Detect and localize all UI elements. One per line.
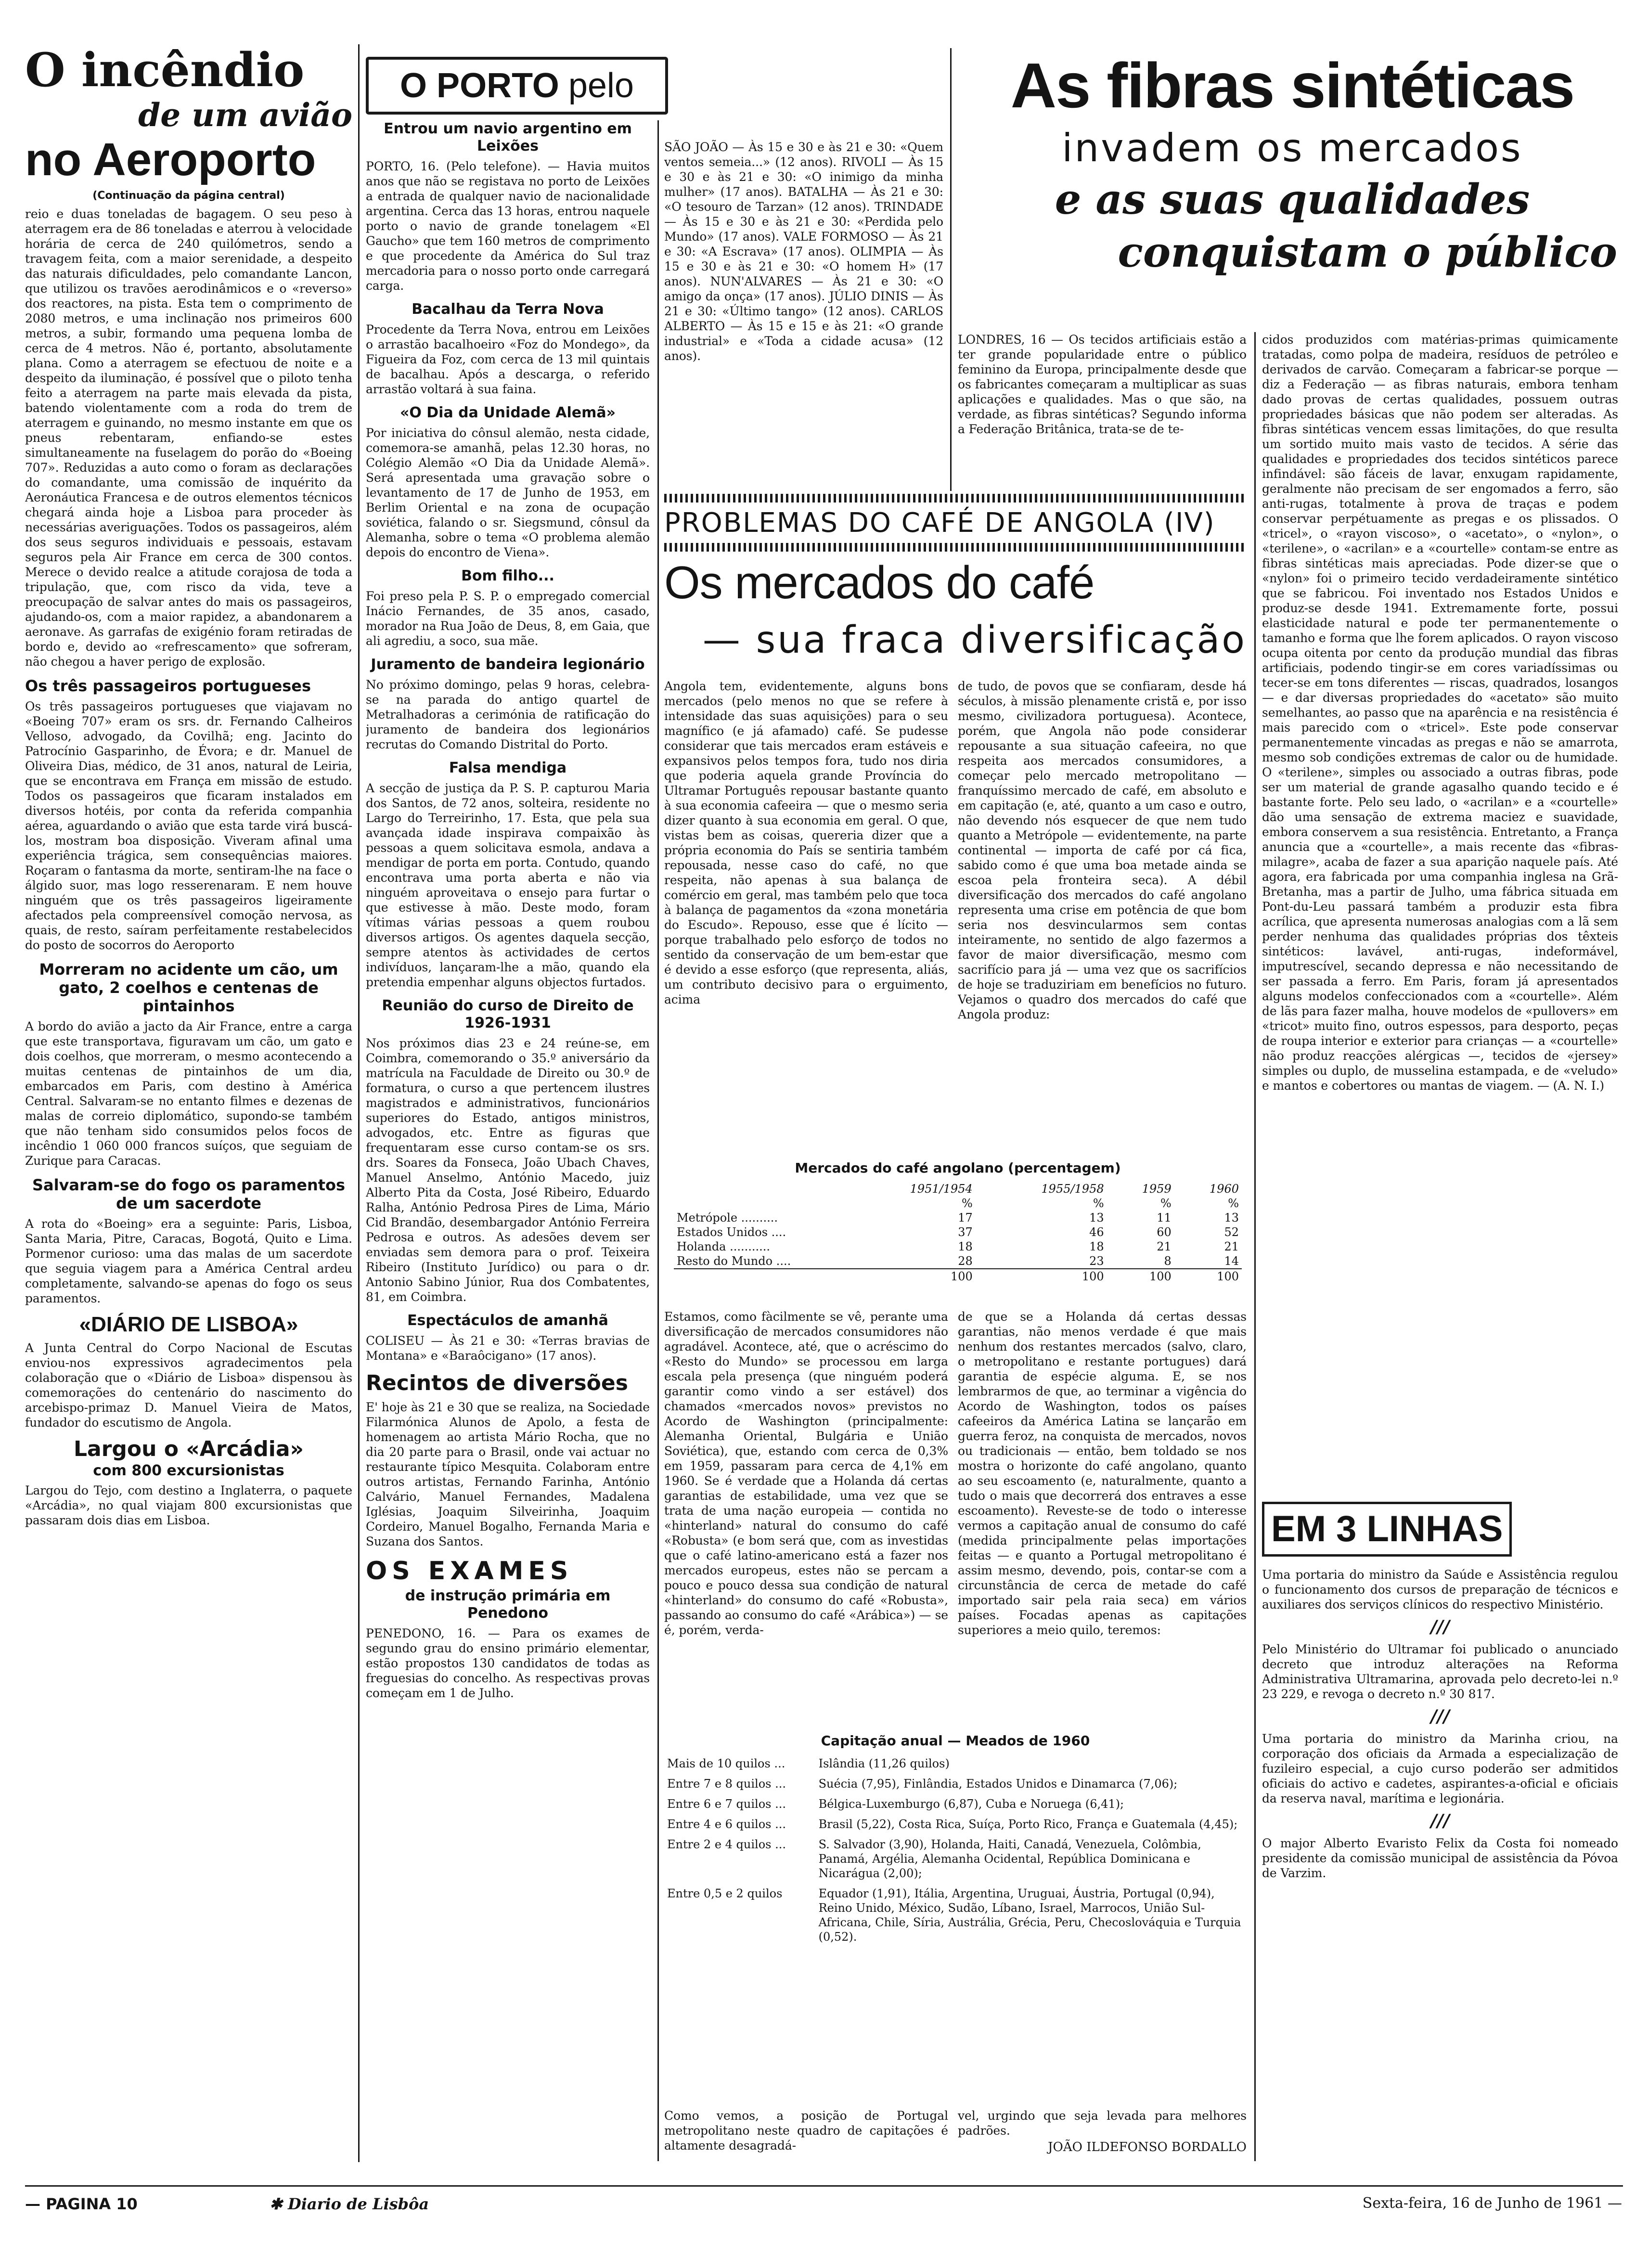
table-cell [674, 1269, 844, 1284]
table-cell: % [962, 1197, 973, 1210]
porto-s4-title: Bom filho... [461, 567, 554, 584]
porto-s2-title: Bacalhau da Terra Nova [412, 301, 604, 318]
table-cell: Resto do Mundo .... [677, 1254, 791, 1268]
porto-s3-body: Por iniciativa do cônsul alemão, nesta cidade, comemora-se amanhã, pelas 12.30 horas, no Colégio Alemão «O Dia da Unidade Alemã». Será apresentada uma gravação sobre o levantamento de 17 de Junho de 1953, em Berlim Oriental e na zona de ocupação soviética, falando o sr. Siegsmund, cônsul da Alemanha, sobre o tema «O problema alemão depois do encontro de Viena». [366, 426, 650, 559]
porto-headline-a: O PORTO [400, 66, 559, 105]
column-rule-2 [657, 120, 659, 2161]
cafe-body-right-box [958, 679, 1247, 1141]
fibras-headline-1: As fibras sintéticas [1010, 50, 1574, 121]
subhead-passageiros: Os três passageiros portugueses [25, 677, 311, 695]
table-cell: 18 [1089, 1240, 1104, 1253]
porto-s5-title: Juramento de bandeira legionário [371, 656, 645, 673]
fibras-body-left-box [958, 332, 1247, 486]
em-3-linhas-box [1262, 1502, 1618, 2166]
table-cell: % [1160, 1197, 1172, 1210]
table-cell: S. Salvador (3,90), Holanda, Haiti, Canadá, Venezuela, Colômbia, Panamá, Argélia, Alemanha Ocidental, República Dominicana e Nicarágua (2,00); [818, 1838, 1201, 1880]
body-diario: A Junta Central do Corpo Nacional de Escutas enviou-nos expressivos agradecimentos pela colaboração que o «Diário de Lisboa» dispensou às comemorações do centenário do nascimento do arcebispo-primaz D. Manuel Vieira de Matos, fundador do escutismo de Angola. [25, 1341, 352, 1430]
table-row [664, 1834, 1247, 1883]
table-cell: 14 [1224, 1254, 1239, 1268]
cafe-headline-2: — sua fraca diversificação [702, 619, 1247, 662]
article-fibras-headline [958, 48, 1627, 327]
linhas-sep-1: /// [1430, 1617, 1450, 1637]
table-cell: 100 [1149, 1270, 1172, 1283]
table-row [664, 1814, 1247, 1834]
linhas-item-1: Uma portaria do ministro da Saúde e Assistência regulou o funcionamento dos cursos de preparação de técnicos e auxiliares dos serviços clínicos do respectivo Ministério. [1262, 1568, 1618, 1611]
table-cell: 11 [1157, 1211, 1172, 1224]
column-rule-1 [358, 44, 360, 2162]
porto-s10-body: PENEDONO, 16. — Para os exames de segundo grau do ensino primário elementar, estão propostos 130 candidatos de todas as freguesias do concelho. As respectivas provas começam em 1 de Julho. [366, 1626, 650, 1700]
table-cell: Metrópole .......... [677, 1211, 778, 1224]
table-total-row [674, 1269, 1242, 1284]
fibras-body-right-box [1262, 332, 1618, 1492]
linhas-item-4: O major Alberto Evaristo Felix da Costa foi nomeado presidente da comissão municipal de assistência da Póvoa de Varzim. [1262, 1836, 1618, 1880]
column-rule-3 [950, 48, 952, 491]
table-cell: Entre 2 e 4 quilos ... [667, 1838, 786, 1851]
linhas-sep-2: /// [1430, 1706, 1450, 1727]
markets-table [674, 1182, 1242, 1284]
table-cell: Islândia (11,26 quilos) [818, 1757, 950, 1770]
table-header-row [674, 1182, 1242, 1196]
subhead-paramentos: Salvaram-se do fogo os paramentos de um sacerdote [32, 1176, 346, 1212]
table-header-cell [674, 1182, 844, 1196]
headline-incendio-3: no Aeroporto [25, 134, 316, 185]
body-incendio: reio e duas toneladas de bagagem. O seu peso à aterragem era de 86 toneladas e aterrou à velocidade horária de cerca de 240 quilómetros, sendo a travagem feita, com a maior serenidade, a despeito das naturais dificuldades, pelo comandante Lancon, que utilizou os travões aerodinâmicos e o «reverso» dos reactores, na pista. Esta tem o comprimento de 2080 metros, e uma inclinação nos primeiros 600 metros, a subir, formando uma pequena lomba de cerca de 4 metros. Não é, portanto, absolutamente plana. Como a aterragem se efectuou de noite e a despeito da iluminação, é possível que o piloto tenha feito a aterragem na parte mais elevada da pista, batendo violentamente com a roda do trem de aterragem e guinando, no mesmo instante em que os pneus rebentaram, enfiando-se estes simultaneamente na fuselagem do porão do «Boeing 707». Reduzidas a auto como o foram as declarações do comandante, uma comissão de inquérito da Aeronáutica Francesa e de outros elementos técnicos chegará ainda hoje a Lisboa para proceder às necessárias averiguações. Todos os passageiros, além dos seus seguros individuais e pessoais, estavam seguros pela Air France em cerca de 300 contos. Merece o devido realce a atitude corajosa de toda a tripulação, que, com risco da vida, teve a preocupação de salvar antes do mais os passageiros, ajudando-os, com a maior rapidez, a abandonarem a aeronave. As garrafas de exigénio foram retiradas de bordo e, devido ao «refrescamento» que sofreram, não chegou a haver perigo de explosão. [25, 207, 352, 669]
table-header-cell: 1960 [1209, 1182, 1239, 1196]
body-passageiros: Os três passageiros portugueses que viajavam no «Boeing 707» eram os srs. dr. Fernando Calheiros Velloso, advogado, da Covilhã; eng. Jacinto do Patrocínio Gasparinho, de Évora; e dr. Manuel de Oliveira Dias, médico, de 31 anos, natural de Leiria, que se encontrava em França em missão de estudo. Todos os passageiros que ficaram instalados em diversos hotéis, por conta da referida companhia aérea, aguardando o avião que esta tarde virá buscá-los, mostram boa disposição. Viveram afinal uma experiência trágica, sem consequências maiores. Roçaram o fantasma da morte, sentiram-lhe na face o álgido suor, mas logo resserenaram. E nem houve ninguém que os três passageiros ligeiramente afectados pela compreensível comoção nervosa, as quais, de resto, saíram perfeitamente restabelecidos do posto de socorros do Aeroporto [25, 699, 352, 952]
cinema-listings [664, 140, 943, 477]
cafe-markets-table [674, 1160, 1242, 1300]
body-animais: A bordo do avião a jacto da Air France, entre a carga que este transportava, figuravam um cão, um gato e dois coelhos, que morreram, o mesmo acontecendo a muitas centenas de pintainhos de um dia, embarcados em Paris, com destino à América Central. Salvaram-se no entanto filmes e dezenas de malas de correio diplomático, supondo-se também que não tenham sido consumidos pelos focos de incêndio 1 060 000 francos suíços, que seguiam de Zurique para Caracas. [25, 1019, 352, 1168]
table-cell: Entre 7 e 8 quilos ... [667, 1777, 786, 1791]
table-cell: 28 [958, 1254, 973, 1268]
table-header-cell: 1955/1958 [1041, 1182, 1104, 1196]
porto-s9-title: Recintos de diversões [366, 1371, 628, 1395]
cafe-body-left: Angola tem, evidentemente, alguns bons mercados (pelo menos no que se refere à intensidade das suas aquisições) para o seu magnífico (e já afamado) café. Se pudesse considerar que tais mercados eram estáveis e expansivos pelos tempos fora, tudo nos diria que poderia aquela grande Província do Ultramar Português repousar bastante quanto à sua economia cafeeira — que o mesmo seria dizer quanto à sua economia em geral. O que, vistas bem as coisas, quereria dizer que a própria economia do País se sentiria também repousada, nesse caso do café, no que respeita, não apenas à sua balança de comércio em geral, mas também pelo que toca à balança de pagamentos da «zona monetária do Escudo». Repouso, esse que é lícito — porque trabalhado pelo esforço de todos no sentido da conservação de um bem-estar que é devido a esse esforço (que representa, aliás, um contributo decisivo para o erguimento, acima [664, 679, 948, 1006]
footer-date: Sexta-feira, 16 de Junho de 1961 — [1362, 2195, 1622, 2212]
capitacao-table [664, 1753, 1247, 1947]
table-cell: 60 [1157, 1225, 1172, 1239]
table-cell: Estados Unidos .... [677, 1225, 786, 1239]
table-cell: 100 [1082, 1270, 1104, 1283]
cafe-body2-right: de que se a Holanda dá certas dessas garantias, não menos verdade é que mais nenhum dos restantes mercados (salvo, claro, o metropolitano e restante portugues) dará garantia de espécie alguma. E, se nos lembrarmos de que, ao terminar a vigência do Acordo de Washington, todos os países cafeeiros da América Latina se lançarão em guerra feroz, na conquista de mercados, novos ou tradicionais — então, bem toldado se nos mostra o horizonte do café angolano, quanto ao seu escoamento (e, naturalmente, quanto a tudo o mais que decorrerá dos entraves a esse escoamento). Reveste-se de todo o interesse vermos a capitação anual de consumo do café (medida principalmente pelas importações feitas — e quanto a Portugal metropolitano é assim mesmo, devendo, pois, contar-se com a circunstância de cerca de metade do café importado sair pela raia seca) em vários países. Focadas apenas as capitações superiores a meio quilo, teremos: [958, 1310, 1247, 1637]
capitacao-table-box [664, 1733, 1247, 2065]
porto-s2-body: Procedente da Terra Nova, entrou em Leixões o arrastão bacalhoeiro «Foz do Mondego», da Figueira da Foz, com cerca de 13 mil quintais de bacalhau. Após a descarga, o referido arrastão voltará à sua faina. [366, 322, 650, 396]
table-cell: 23 [1089, 1254, 1104, 1268]
cafe-body-right: de tudo, de povos que se confiaram, desde há séculos, à missão plenamente cristã e, por isso mesmo, civilizadora portuguesa). Acontece, porém, que Angola não pode considerar repousante a sua situação cafeeira, no que respeita aos mercados consumidores, a começar pelo mercado metropolitano — franquíssimo mercado de café, em absoluto e em capitação (e, até, quanto a um caso e outro, não devendo nós esquecer de que nem tudo quanto a Metrópole — evidentemente, na parte continental — importa de café por cá fica, sabido como é que uma boa metade ainda se escoa pela fronteira seca). A débil diversificação dos mercados do café angolano representa uma crise em potência de que bom seria nos desvincularmos sem contas inteiramente, no sentido de algo fazermos a favor de maior diversificação, mesmo com sacrifício para já — uma vez que os sacrifícios de hoje se traduziriam em benefícios no futuro. Vejamos o quadro dos mercados do café que Angola produz: [958, 679, 1247, 1021]
porto-s7-body: Nos próximos dias 23 e 24 reúne-se, em Coimbra, comemorando o 35.º aniversário da matrícula na Faculdade de Direito ou 30.º de formatura, o curso a que pertencem ilustres magistrados e administrativos, funcionários superiores do Estado, antigos ministros, advogados, etc. Entre as figuras que frequentaram esse curso contam-se os srs. drs. Soares da Fonseca, João Ubach Chaves, Manuel Anselmo, António Macedo, juiz Alberto Pita da Costa, José Ribeiro, Eduardo Ralha, António Pedrosa Pires de Lima, Mário Cid Brandão, desembargador António Ferreira Pedrosa e outros. As adesões devem ser enviadas sem demora para o prof. Teixeira Ribeiro (Instituto Jurídico) ou para o dr. Antonio Sabino Júnior, Rua dos Combatentes, 81, em Coimbra. [366, 1036, 650, 1304]
porto-s8-title: Espectáculos de amanhã [407, 1312, 608, 1329]
table-cell: Entre 6 e 7 quilos ... [667, 1797, 786, 1811]
porto-s5-body: No próximo domingo, pelas 9 horas, celebra-se na parada do antigo quartel de Metralhadoras a cerimónia de ratificação do juramento de bandeira dos legionários recrutas do Comando Distrital do Porto. [366, 678, 650, 751]
table-cell: 52 [1224, 1225, 1239, 1239]
table-cell: Mais de 10 quilos ... [667, 1757, 785, 1770]
table-cell: 13 [1089, 1211, 1104, 1224]
fibras-headline-2: invadem os mercados [1062, 126, 1523, 170]
cafe-closing-left-box [664, 2108, 948, 2161]
porto-s9-body: E' hoje às 21 e 30 que se realiza, na Sociedade Filarmónica Alunos de Apolo, a festa de homenagem ao artista Mário Rocha, que no dia 20 parte para o Brasil, onde vai actuar no restaurante típico Mesquita. Colaboram entre outros artistas, Fernando Farinha, António Calvário, Manuel Fernandes, Madalena Iglésias, Joaquim Silveirinha, Joaquim Cordeiro, Manuel Bogalho, Fernanda Maria e Suzana dos Santos. [366, 1400, 650, 1548]
subhead-animais: Morreram no acidente um cão, um gato, 2 coelhos e centenas de pintainhos [39, 960, 338, 1015]
subhead-arcadia-2: com 800 excursionistas [93, 1462, 284, 1479]
table-cell: 13 [1224, 1211, 1239, 1224]
table-cell: 18 [958, 1240, 973, 1253]
table-cell [674, 1196, 844, 1211]
table-cell: Brasil (5,22), Costa Rica, Suíça, Porto Rico, França e Guatemala (4,45); [818, 1817, 1238, 1831]
table-cell: Entre 0,5 e 2 quilos [667, 1887, 783, 1900]
subhead-diario: «DIÁRIO DE LISBOA» [79, 1313, 298, 1336]
porto-s1-body: PORTO, 16. (Pelo telefone). — Havia muitos anos que não se registava no porto de Leixões a entrada de qualquer navio de nacionalidade argentina. Cerca das 13 horas, entrou naquele porto o navio de grande tonelagem «El Gaucho» que tem 160 metros de comprimento e que procedente da América do Sul traz mercadoria para o nosso porto onde carregará carga. [366, 159, 650, 293]
table-cell: 8 [1164, 1254, 1172, 1268]
table-cell: Holanda ........... [677, 1240, 771, 1253]
table-units-row [674, 1196, 1242, 1211]
table-row [674, 1211, 1242, 1225]
footer-paper-name: ✱ Diario de Lisbôa [270, 2195, 429, 2213]
table-row [664, 1753, 1247, 1774]
article-incendio [25, 44, 352, 2162]
cafe-body-left-box [664, 679, 948, 1141]
cafe-closing-left: Como vemos, a posição de Portugal metropolitano neste quadro de capitações é altamente desagradá- [664, 2109, 948, 2152]
table-cell: 46 [1089, 1225, 1104, 1239]
em-3-linhas-title: EM 3 LINHAS [1262, 1502, 1512, 1557]
porto-s6-body: A secção de justiça da P. S. P. capturou Maria dos Santos, de 72 anos, solteira, residente no Largo do Terreirinho, 17. Esta, que pela sua avançada idade inspirava compaixão às pessoas a quem solicitava esmola, andava a mendigar de porta em porta. Contudo, quando encontrava uma porta aberta e não via ninguém aproveitava o ensejo para furtar o que estivesse à mão. Deste modo, foram vítimas várias pessoas a quem roubou diversos artigos. Os agentes daquela secção, sempre atentos às actividades de certos indivíduos, lançaram-lhe a mão, quando ela pretendia empenhar alguns objectos furtados. [366, 781, 650, 989]
table-cell: 17 [958, 1211, 973, 1224]
table-header-cell: 1959 [1142, 1182, 1172, 1196]
porto-headline-b: pelo [568, 66, 634, 105]
continuation-note: (Continuação da página central) [92, 190, 285, 202]
headline-incendio-2: de um avião [138, 96, 352, 134]
table-row [674, 1254, 1242, 1269]
porto-s1-title: Entrou um navio argentino em Leixões [384, 120, 632, 155]
fibras-headline-3: e as suas qualidades [1055, 175, 1530, 224]
table-header-cell: 1951/1954 [910, 1182, 973, 1196]
porto-s6-title: Falsa mendiga [449, 760, 567, 776]
fibras-headline-4: conquistam o público [1118, 228, 1617, 277]
footer-page-number: — PAGINA 10 [25, 2195, 138, 2213]
article-porto [366, 120, 650, 2161]
porto-headline-box [366, 57, 668, 115]
cafe-body2-right-box [958, 1309, 1247, 1733]
table-title: Mercados do café angolano (percentagem) [795, 1160, 1121, 1176]
table-cell: 37 [958, 1225, 973, 1239]
porto-s3-title: «O Dia da Unidade Alemã» [399, 404, 616, 421]
table-cell: Equador (1,91), Itália, Argentina, Uruguai, Áustria, Portugal (0,94), Reino Unido, México, Sudão, Líbano, Israel, Marrocos, União Sul-Africana, Chile, Síria, Austrália, Grécia, Peru, Checoslováquia e Turquia (0,52). [818, 1887, 1241, 1944]
table-cell: 100 [1217, 1270, 1239, 1283]
hatch-rule-top [664, 494, 1247, 503]
cafe-closing-right: vel, urgindo que seja levada para melhores padrões. [958, 2109, 1247, 2138]
table-cell: Entre 4 e 6 quilos ... [667, 1817, 786, 1831]
body-arcadia: Largou do Tejo, com destino a Inglaterra, o paquete «Arcádia», no qual viajam 800 excursionistas que passaram dois dias em Lisboa. [25, 1483, 352, 1527]
cafe-body2-left-box [664, 1309, 948, 1733]
porto-s10-title: OS EXAMES [366, 1557, 573, 1585]
fibras-body-right: cidos produzidos com matérias-primas quimicamente tratadas, como polpa de madeira, resíduos de petróleo e derivados de carvão. Começaram a fabricar-se porque — diz a Federação — as fibras naturais, embora tenham dado provas de certas qualidades, possuem outras propriedades básicas que não podem ser alteradas. As fibras sintéticas vencem essas limitações, do que resulta um sortido muito mais vasto de tecidos. A série das qualidades e propriedades dos tecidos sintéticos parece infindável: são fáceis de lavar, enxugam rapidamente, geralmente não precisam de ser engomados a ferro, são anti-rugas, totalmente à prova de traças e podem conservar perpétuamente as pregas e os plissados. O «tricel», o «rayon viscoso», o «acetato», o «nylon», o «terilene», o «acrilan» e a «courtelle» contam-se entre as fibras sintéticas mais apreciadas. Pode dizer-se que o «nylon» foi o primeiro tecido verdadeiramente sintético que se fabricou. Foi inventado nos Estados Unidos e produz-se desde 1941. Extremamente forte, possui elasticidade natural e pode ter permanentemente o tamanho e forma que lhe forem aplicados. O rayon viscoso ocupa oitenta por cento da produção mundial das fibras artificiais, podendo tingir-se em cores variadíssimas ou tecer-se em tons diferentes — riscas, quadrados, losangos — e dar diversas propriedades do «acetato» são muito semelhantes, ao passo que na aparência e na resistência é mais parecido com o «tricel». Este pode conservar permanentemente vincadas as pregas e não se amarrota, mesmo sob condições extremas de calor ou de humidade. O «terilene», simples ou associado a outras fibras, pode ser um material de grande agasalho quando tecido e é bastante forte. Pelo seu lado, o «acrilan» e a «courtelle» dão uma sensação de extrema maciez e suavidade, embora conservem a sua resistência. Entretanto, a França anuncia que a «courtelle», a mais recente das «fibras-milagre», acaba de fazer a sua aparição naquele país. Até agora, era fabricada por uma companhia inglesa na Grã-Bretanha, mas a partir de Julho, uma fábrica situada em Pont-du-Leu passará também a produzir esta fibra acrílica, que apresenta numerosas analogias com a lã sem perder nenhuma das qualidades próprias dos têxteis sintéticos: lavável, anti-rugas, indeformável, imputrescível, secando depressa e não necessitando de ser passada a ferro. Em Paris, foram já apresentados alguns modelos confeccionados com a «courtelle». Além de lãs para fazer malha, houve modelos de «pullovers» em «tricot» muito fino, outros espessos, para desporto, peças de roupa interior e exterior para crianças — a «courtelle» não produz reacções alérgicas —, tecidos de «jersey» simples ou duplo, de musselina estampada, e de «veludo» e mantos e cobertores ou mantas de viagem. — (A. N. I.) [1262, 333, 1618, 1093]
table-cell: 21 [1224, 1240, 1239, 1253]
cafe-closing-right-box [958, 2108, 1247, 2161]
cinema-text: SÃO JOÃO — Às 15 e 30 e às 21 e 30: «Quem ventos semeia...» (12 anos). RIVOLI — Às 15 e 30 e às 21 e 30: «O inimigo da minha mulher» (17 anos). BATALHA — Às 21 e 30: «O tesouro de Tarzan» (12 anos). TRINDADE — Às 15 e 30 e às 21 e 30: «Perdida pelo Mundo» (17 anos). VALE FORMOSO — Às 21 e 30: «A Escrava» (17 anos). OLIMPIA — Às 15 e 30 e às 21 e 30: «O homem H» (17 anos). NUN'ALVARES — Às 21 e 30: «O amigo da onça» (17 anos). JÚLIO DINIS — Às 21 e 30: «Último tango» (12 anos). CARLOS ALBERTO — Às 15 e 15 e às 21: «O grande industrial» e «Toda a cidade acusa» (12 anos). [664, 140, 943, 363]
subhead-arcadia: Largou o «Arcádia» [74, 1437, 304, 1461]
capitacao-title: Capitação anual — Meados de 1960 [821, 1733, 1090, 1749]
porto-s7-title: Reunião do curso de Direito de 1926-1931 [382, 997, 634, 1031]
headline-incendio-1: O incêndio [25, 44, 305, 97]
cafe-kicker: PROBLEMAS DO CAFÉ DE ANGOLA (IV) [664, 507, 1215, 539]
table-cell: % [1093, 1197, 1104, 1210]
footer-rule [25, 2185, 1623, 2187]
table-cell: Suécia (7,95), Finlândia, Estados Unidos e Dinamarca (7,06); [818, 1777, 1178, 1791]
table-row [664, 1774, 1247, 1794]
table-row [664, 1794, 1247, 1814]
table-row [664, 1883, 1247, 1947]
porto-s10-sub: de instrução primária em Penedono [405, 1587, 611, 1622]
porto-s8-body: COLISEU — Às 21 e 30: «Terras bravias de Montana» e «Baraôcigano» (17 anos). [366, 1334, 650, 1363]
body-paramentos: A rota do «Boeing» era a seguinte: Paris, Lisboa, Santa Maria, Pitre, Caracas, Bogotá, Quito e Lima. Pormenor curioso: uma das malas de um sacerdote que seguia viagem para a América Central ardeu completamente, salvando-se apenas do fogo os seus paramentos. [25, 1217, 352, 1305]
table-cell: 100 [951, 1270, 973, 1283]
table-row [674, 1239, 1242, 1254]
table-cell: 21 [1157, 1240, 1172, 1253]
table-cell: Bélgica-Luxemburgo (6,87), Cuba e Noruega (6,41); [818, 1797, 1124, 1811]
linhas-item-3: Uma portaria do ministro da Marinha criou, na corporação dos oficiais da Armada a especialização de fuzileiro especial, a cujo curso poderão ser admitidos oficiais do activo e cadetes, aspirantes-a-oficial e oficiais da reserva naval, marítima e legionária. [1262, 1732, 1618, 1805]
table-row [674, 1225, 1242, 1239]
porto-s4-body: Foi preso pela P. S. P. o empregado comercial Inácio Fernandes, de 35 anos, casado, morador na Rua João de Deus, 8, em Gaia, que ali agrediu, a soco, sua mãe. [366, 589, 650, 648]
linhas-sep-3: /// [1430, 1811, 1450, 1831]
hatch-rule-mid [664, 543, 1247, 552]
table-cell: % [1228, 1197, 1239, 1210]
fibras-body-left: LONDRES, 16 — Os tecidos artificiais estão a ter grande popularidade entre o público feminino da Europa, principalmente desde que os fabricantes começaram a multiplicar as suas aplicações e qualidades. Mas o que são, na verdade, as fibras sintéticas? Segundo informa a Federação Britânica, trata-se de te- [958, 333, 1247, 436]
cafe-headline-1: Os mercados do café [664, 557, 1094, 608]
linhas-item-2: Pelo Ministério do Ultramar foi publicado o anunciado decreto que introduz alterações na Reforma Administrativa Ultramarina, aprovada pelo decreto-lei n.º 23 229, e revoga o decreto n.º 30 817. [1262, 1642, 1618, 1701]
cafe-byline: JOÃO ILDEFONSO BORDALLO [1048, 2140, 1247, 2154]
cafe-body2-left: Estamos, como fàcilmente se vê, perante uma diversificação de mercados consumidores não agradável. Acontece, até, que o acréscimo do «Resto do Mundo» se processou em larga escala pela presença (que ninguém poderá garantir como vindo a ser estável) dos chamados «mercados novos» previstos no Acordo de Washington (principalmente: Alemanha Oriental, Bulgária e União Soviética), que, estando com cerca de 0,3% em 1959, passaram para cerca de 4,1% em 1960. Se é verdade que a Holanda dá certas garantias de estabilidade, uma vez que se trata de uma nação europeia — contida no «hinterland» natural do consumo do café «Robusta» (e bom será que, com as investidas que o café latino-americano está a fazer nos mercados europeus, estes não se percam a pouco e pouco dessa sua condição de natural «hinterland» do consumo do café «Robusta», passando ao consumo do café «Arábica») — se é, porém, verda- [664, 1310, 948, 1637]
column-rule-4 [1254, 332, 1256, 2161]
